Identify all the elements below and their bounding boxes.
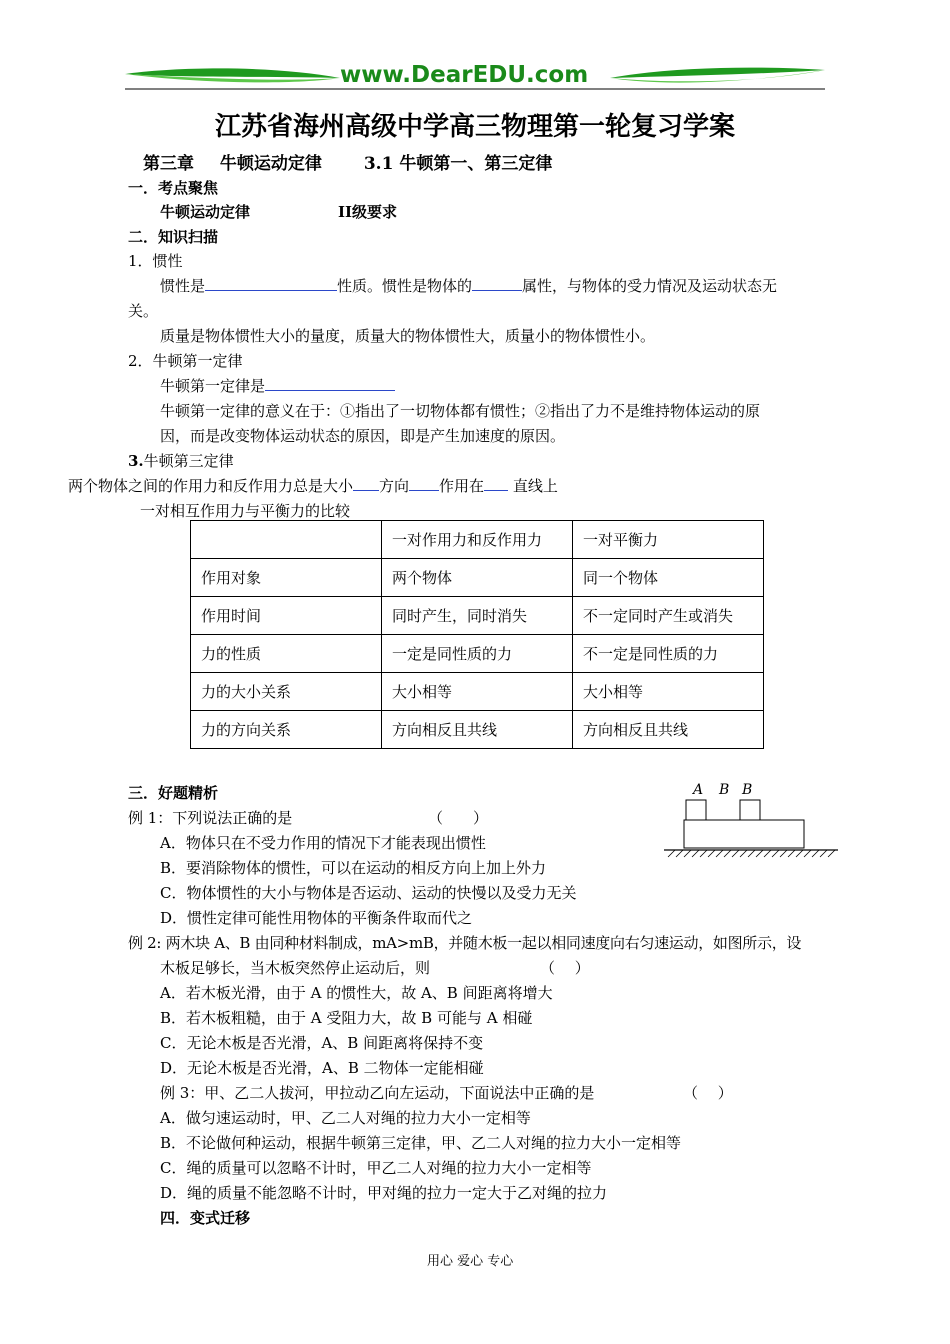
ex1-answer-paren: （ ） xyxy=(428,809,489,827)
table-cell: 同一个物体 xyxy=(573,559,764,597)
newton3-text-d: 直线上 xyxy=(508,477,558,495)
ex1-question: 例 1：下列说法正确的是 xyxy=(128,809,293,827)
page-footer: 用心 爱心 专心 xyxy=(427,1254,514,1269)
blocks-on-board-diagram xyxy=(662,778,840,860)
newton1-text: 牛顿第一定律是 xyxy=(160,377,266,395)
newton3-title xyxy=(128,450,234,471)
blank-magnitude xyxy=(353,476,379,491)
ex3-answer-paren: （ ） xyxy=(683,1084,733,1102)
ex2-option-a: A．若木板光滑，由于 A 的惯性大，故 A、B 间距离将增大 xyxy=(160,984,553,1002)
table-row xyxy=(191,559,764,597)
table-cell: 大小相等 xyxy=(573,673,764,711)
ex3-question: 例 3：甲、乙二人拔河，甲拉动乙向左运动，下面说法中正确的是 xyxy=(160,1084,595,1102)
comparison-table xyxy=(190,520,764,749)
ex2-option-b: B．若木板粗糙，由于 A 受阻力大，故 B 可能与 A 相碰 xyxy=(160,1009,533,1027)
comparison-caption: 一对相互作用力与平衡力的比较 xyxy=(140,502,351,520)
section-2-heading: 二．知识扫描 xyxy=(128,228,219,246)
ex2-question-line-2: 木板足够长，当木板突然停止运动后，则 xyxy=(160,959,431,977)
inertia-text-b: 性质。惯性是物体的 xyxy=(337,277,473,295)
ex2-option-d: D．无论木板是否光滑，A、B 二物体一定能相碰 xyxy=(160,1059,484,1077)
section-name: 3.1 牛顿第一、第三定律 xyxy=(363,154,553,174)
table-header-cell: 一对作用力和反作用力 xyxy=(382,521,573,559)
table-cell: 力的方向关系 xyxy=(191,711,382,749)
newton3-text-a: 两个物体之间的作用力和反作用力总是大小 xyxy=(68,477,354,495)
chapter-name: 牛顿运动定律 xyxy=(219,154,322,174)
blank-newton1 xyxy=(265,376,395,391)
inertia-line-3: 质量是物体惯性大小的量度，质量大的物体惯性大，质量小的物体惯性小。 xyxy=(160,327,656,345)
table-cell: 作用时间 xyxy=(191,597,382,635)
blank-inertia-attribute xyxy=(472,276,522,291)
newton3-number: 3. xyxy=(128,452,144,470)
table-row xyxy=(191,711,764,749)
chapter-line xyxy=(143,149,552,174)
table-header-cell: 一对平衡力 xyxy=(573,521,764,559)
newton1-line-2: 牛顿第一定律的意义在于：①指出了一切物体都有惯性；②指出了力不是维持物体运动的原 xyxy=(160,402,761,420)
newton1-title: 2．牛顿第一定律 xyxy=(128,352,243,370)
table-cell: 不一定同时产生或消失 xyxy=(573,597,764,635)
table-cell: 作用对象 xyxy=(191,559,382,597)
inertia-text-c: 属性，与物体的受力情况及运动状态无 xyxy=(522,277,778,295)
ex2-question-line-1: 例 2: 两木块 A、B 由同种材料制成，mA>mB，并随木板一起以相同速度向右匀速运动，如图所示，设 xyxy=(128,934,802,952)
table-row xyxy=(191,597,764,635)
inertia-text-a: 惯性是 xyxy=(160,277,206,295)
figure-label: A xyxy=(693,782,704,798)
inertia-line-2: 关。 xyxy=(128,302,159,320)
figure-label: B xyxy=(719,782,730,798)
ex1-option-d: D．惯性定律可能性用物体的平衡条件取而代之 xyxy=(160,909,473,927)
blank-inertia-nature xyxy=(205,276,337,291)
newton1-line-1 xyxy=(160,375,395,396)
ex2-option-c: C．无论木板是否光滑，A、B 间距离将保持不变 xyxy=(160,1034,484,1052)
blank-line xyxy=(484,476,508,491)
table-cell: 方向相反且共线 xyxy=(382,711,573,749)
newton3-text-c: 作用在 xyxy=(439,477,485,495)
section-1-item: 牛顿运动定律 xyxy=(160,203,251,221)
ex1-option-b: B．要消除物体的惯性，可以在运动的相反方向上加上外力 xyxy=(160,859,547,877)
table-header-row xyxy=(191,521,764,559)
table-cell: 力的大小关系 xyxy=(191,673,382,711)
figure-label: B xyxy=(742,782,753,798)
ex3-option-c: C．绳的质量可以忽略不计时，甲乙二人对绳的拉力大小一定相等 xyxy=(160,1159,592,1177)
chapter-number: 第三章 xyxy=(143,154,194,174)
ex3-option-b: B．不论做何种运动，根据牛顿第三定律，甲、乙二人对绳的拉力大小一定相等 xyxy=(160,1134,682,1152)
section-4-heading: 四．变式迁移 xyxy=(160,1209,251,1227)
newton3-line-1 xyxy=(68,475,558,496)
table-row xyxy=(191,635,764,673)
newton3-text-b: 方向 xyxy=(379,477,410,495)
page-title: 江苏省海州高级中学高三物理第一轮复习学案 xyxy=(215,112,736,142)
table-cell: 方向相反且共线 xyxy=(573,711,764,749)
ex1-option-c: C．物体惯性的大小与物体是否运动、运动的快慢以及受力无关 xyxy=(160,884,577,902)
blocks-figure xyxy=(662,778,840,860)
ex2-answer-paren: （ ） xyxy=(540,959,590,977)
table-cell: 力的性质 xyxy=(191,635,382,673)
table-header-cell xyxy=(191,521,382,559)
ex3-option-d: D．绳的质量不能忽略不计时，甲对绳的拉力一定大于乙对绳的拉力 xyxy=(160,1184,608,1202)
header-logo xyxy=(125,62,825,94)
section-1-level: II级要求 xyxy=(338,203,398,221)
section-1-heading: 一．考点聚焦 xyxy=(128,179,219,197)
logo-text: www.DearEDU.com xyxy=(340,62,589,88)
ex3-option-a: A．做匀速运动时，甲、乙二人对绳的拉力大小一定相等 xyxy=(160,1109,531,1127)
inertia-title: 1．惯性 xyxy=(128,252,183,270)
table-cell: 大小相等 xyxy=(382,673,573,711)
ex1-option-a: A．物体只在不受力作用的情况下才能表现出惯性 xyxy=(160,834,486,852)
blank-direction xyxy=(409,476,439,491)
table-row xyxy=(191,673,764,711)
table-cell: 一定是同性质的力 xyxy=(382,635,573,673)
table-cell: 两个物体 xyxy=(382,559,573,597)
table-cell: 不一定是同性质的力 xyxy=(573,635,764,673)
table-cell: 同时产生，同时消失 xyxy=(382,597,573,635)
inertia-line-1 xyxy=(160,275,777,296)
section-3-heading: 三．好题精析 xyxy=(128,784,219,802)
newton3-title-text: 牛顿第三定律 xyxy=(143,452,234,470)
newton1-line-3: 因，而是改变物体运动状态的原因，即是产生加速度的原因。 xyxy=(160,427,566,445)
